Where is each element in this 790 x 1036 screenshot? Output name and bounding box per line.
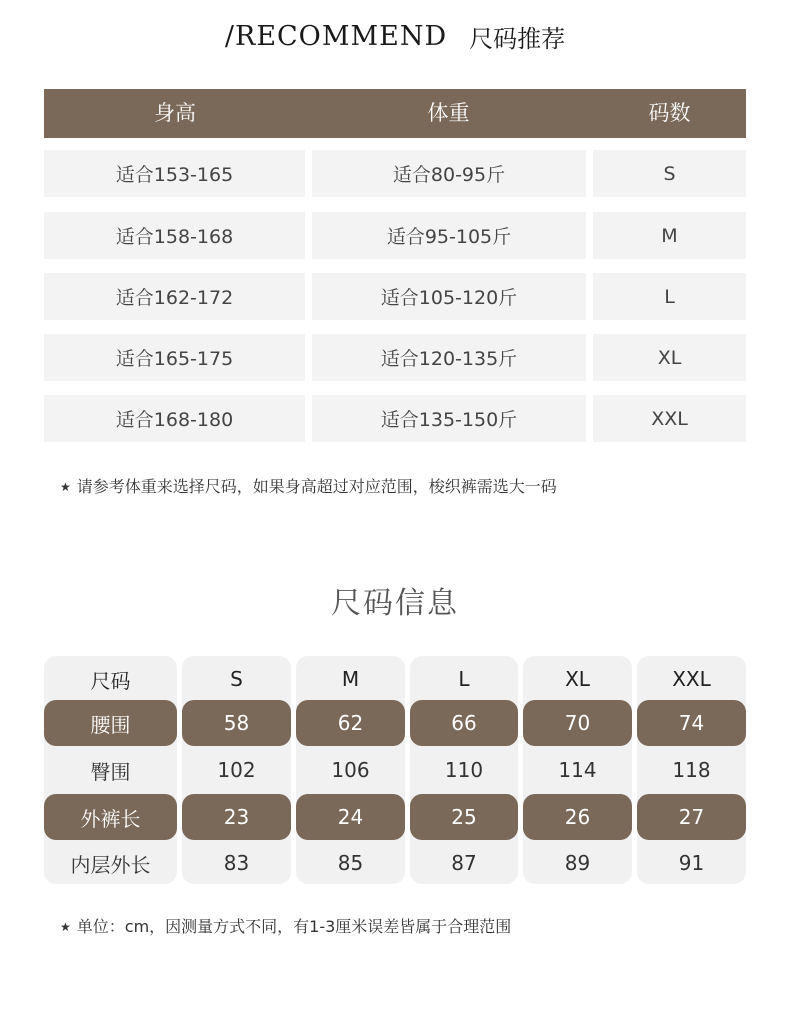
value-cell: 114 (558, 758, 597, 782)
value-cell: 118 (672, 758, 711, 782)
value-cell: 27 (678, 805, 705, 829)
weight-cell: 适合105-120斤 (312, 273, 586, 320)
value-cell: 110 (444, 758, 484, 782)
weight-cell: 适合135-150斤 (312, 395, 586, 442)
height-cell: 适合168-180 (44, 395, 305, 442)
value-cell: 23 (223, 805, 250, 829)
page-title (0, 14, 790, 58)
weight-cell: 适合80-95斤 (312, 150, 586, 197)
section-title: 尺码信息 (331, 586, 459, 621)
column-header-weight: 体重 (427, 101, 470, 125)
value-cell: 85 (337, 851, 364, 875)
row-label: 腰围 (90, 712, 131, 737)
value-cell: 25 (451, 805, 477, 829)
value-cell: 87 (451, 851, 477, 875)
value-cell: 58 (223, 711, 250, 735)
value-cell: 62 (337, 711, 364, 735)
row-label: 外裤长 (80, 806, 141, 831)
recommend-note (60, 474, 557, 497)
size-cell: XL (593, 334, 746, 381)
value-cell: 89 (564, 851, 591, 875)
title-english: /RECOMMEND (224, 20, 448, 52)
height-cell: 适合158-168 (44, 212, 305, 259)
height-cell: 适合153-165 (44, 150, 305, 197)
size-cell: XXL (593, 395, 746, 442)
value-cell: 24 (337, 805, 364, 829)
column-header-size: 码数 (648, 101, 691, 125)
star-icon: ★ (60, 480, 71, 494)
value-cell: 102 (217, 758, 256, 782)
header-cell: L (458, 667, 470, 691)
column-header-height: 身高 (154, 101, 196, 125)
value-cell: 74 (678, 711, 705, 735)
value-cell: 83 (223, 851, 250, 875)
header-cell: XXL (672, 667, 711, 691)
size-cell: L (593, 273, 746, 320)
value-cell: 91 (678, 851, 705, 875)
weight-cell: 适合95-105斤 (312, 212, 586, 259)
header-cell: 尺码 (90, 668, 131, 693)
header-cell: S (230, 667, 243, 691)
recommend-table-header (44, 89, 746, 138)
size-cell: M (593, 212, 746, 259)
weight-cell: 适合120-135斤 (312, 334, 586, 381)
size-info-note (60, 914, 511, 937)
size-info-note-text: 单位：cm，因测量方式不同，有1-3厘米误差皆属于合理范围 (76, 917, 512, 936)
header-cell: M (341, 667, 360, 691)
row-label: 臀围 (90, 759, 131, 784)
value-cell: 26 (564, 805, 591, 829)
title-chinese: 尺码推荐 (469, 24, 566, 53)
row-label: 内层外长 (70, 852, 151, 877)
recommend-note-text: 请参考体重来选择尺码，如果身高超过对应范围，梭织裤需选大一码 (76, 477, 557, 496)
height-cell: 适合162-172 (44, 273, 305, 320)
height-cell: 适合165-175 (44, 334, 305, 381)
star-icon: ★ (60, 920, 71, 934)
value-cell: 70 (564, 711, 591, 735)
value-cell: 106 (331, 758, 370, 782)
header-cell: XL (565, 667, 590, 691)
value-cell: 66 (451, 711, 477, 735)
size-cell: S (593, 150, 746, 197)
